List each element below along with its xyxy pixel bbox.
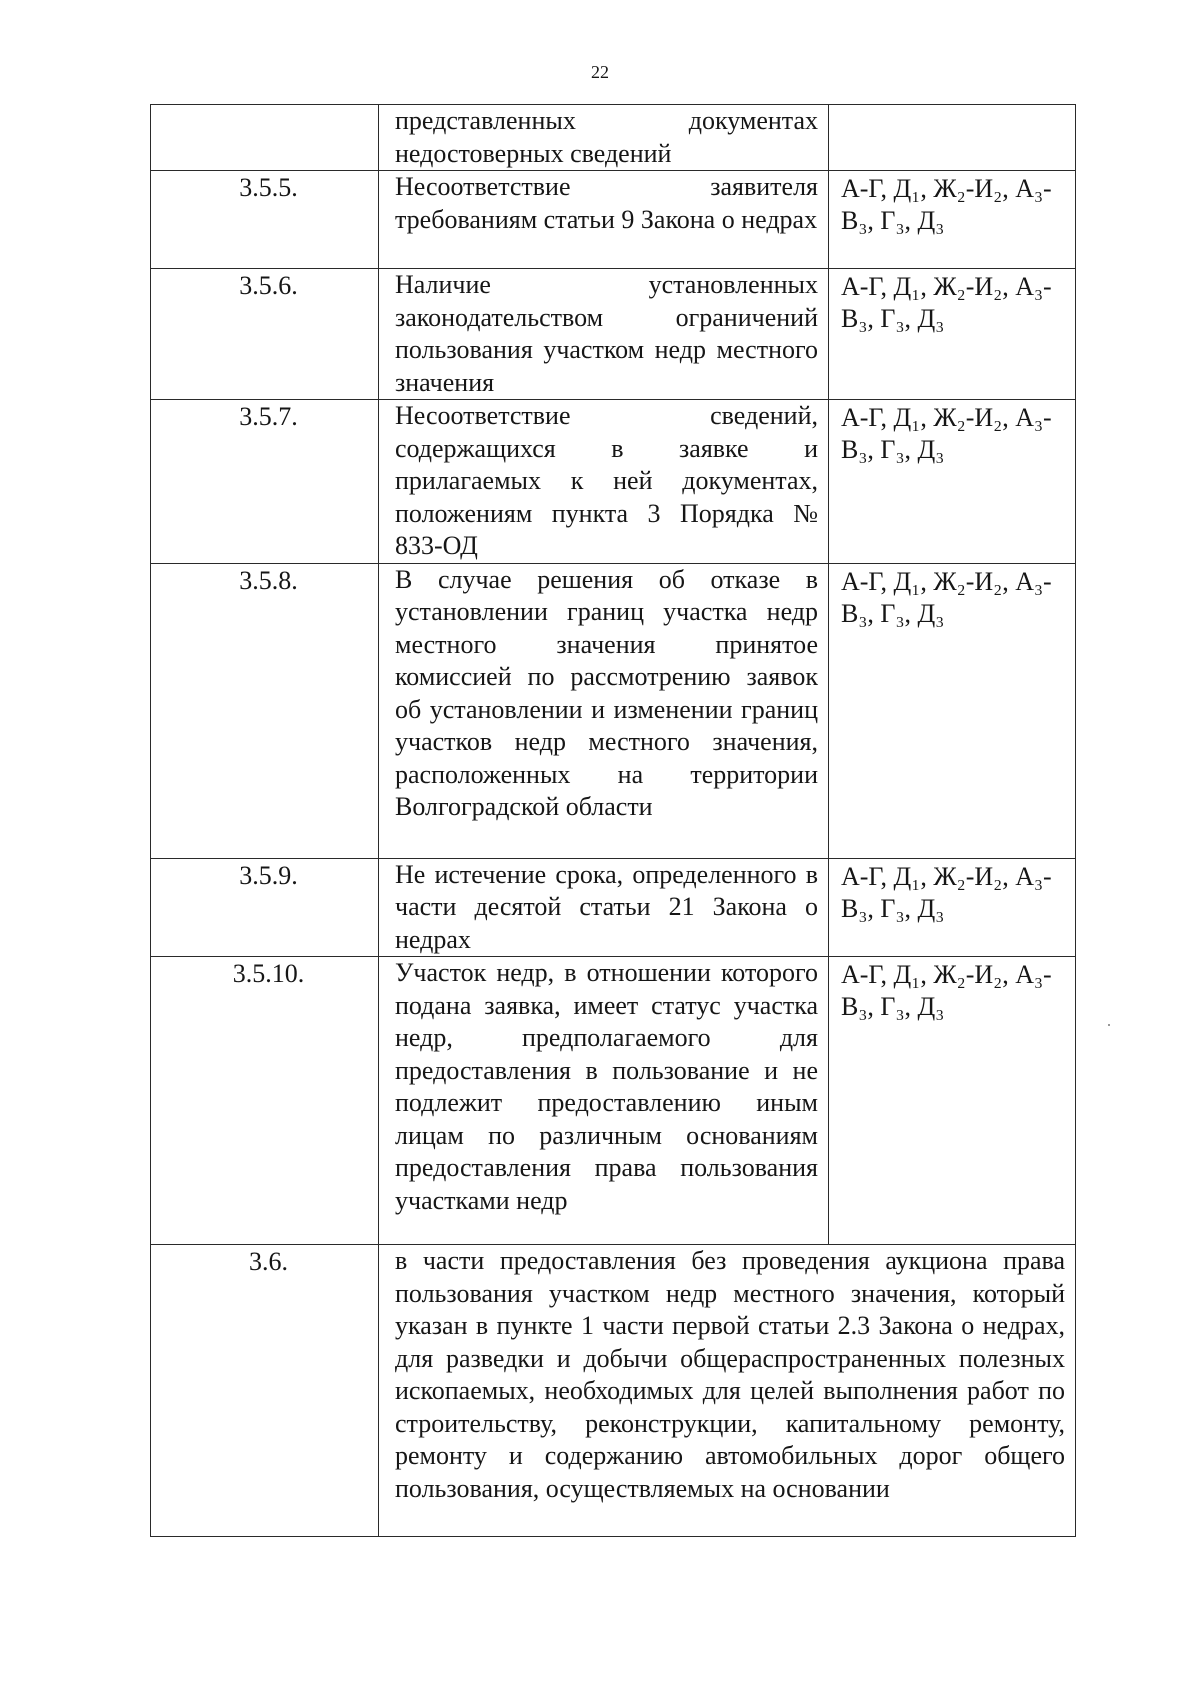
row-number: 3.5.6.: [239, 271, 298, 300]
row-result: А-Г, Д₁, Ж₂-И₂, А₃-В₃, Г₃, Д₃: [841, 272, 1052, 333]
table-row: [151, 957, 1076, 1245]
row-number-cell: [151, 269, 379, 400]
row-text-cell: [379, 269, 829, 400]
row-text-cell: [379, 858, 829, 957]
row-result-cell: [829, 269, 1076, 400]
table-row: [151, 858, 1076, 957]
row-text: Наличие установленных законодательством ограничений пользования участком недр местного значения: [395, 270, 818, 397]
row-text-cell: [379, 563, 829, 858]
scan-speck: [1108, 1024, 1110, 1026]
row-number-cell: [151, 171, 379, 269]
row-number-cell: [151, 400, 379, 564]
table-row: [151, 171, 1076, 269]
row-result-cell: [829, 400, 1076, 564]
row-text: Не истечение срока, определенного в части десятой статьи 21 Закона о недрах: [395, 859, 818, 954]
row-text-cell: [379, 957, 829, 1245]
row-text: Несоответствие заявителя требованиям статьи 9 Закона о недрах: [395, 172, 818, 234]
requirements-table: [150, 104, 1076, 1537]
table-row: [151, 269, 1076, 400]
row-number: 3.6.: [249, 1247, 288, 1276]
row-text: в части предоставления без проведения аукциона права пользования участком недр местного значения, который указан в пункте 1 части первой статьи 2.3 Закона о недрах, для разведки и добычи общераспространенных полезных ископаемых, необходимых для целей выполнения работ по строительству, реконструкции, капитальному ремонту, ремонту и содержанию автомобильных дорог общего пользования, осуществляемых на основании: [395, 1246, 1065, 1503]
row-result-cell: [829, 858, 1076, 957]
row-text: представленных документах недостоверных сведений: [395, 106, 818, 168]
row-number: 3.5.10.: [232, 959, 305, 988]
row-text-cell: [379, 400, 829, 564]
row-result-cell: [829, 171, 1076, 269]
row-result: [829, 105, 1075, 107]
row-number: 3.5.9.: [239, 860, 298, 890]
row-number: 3.5.7.: [239, 402, 298, 431]
row-number: 3.5.5.: [239, 173, 298, 202]
row-text: Участок недр, в отношении которого подана заявка, имеет статус участка недр, предполагаемого для предоставления в пользование и не подлежит предоставлению иным лицам по различным основаниям предоставления права пользования участками недр: [395, 958, 818, 1215]
row-result: А-Г, Д₁, Ж₂-И₂, А₃-В₃, Г₃, Д₃: [841, 960, 1052, 1021]
row-text: Несоответствие сведений, содержащихся в заявке и прилагаемых к ней документах, положениям пункта 3 Порядка № 833-ОД: [395, 401, 818, 560]
row-number-cell: [151, 858, 379, 957]
row-result-cell: [829, 563, 1076, 858]
row-result: А-Г, Д₁, Ж₂-И₂, А₃-В₃, Г₃, Д₃: [841, 403, 1052, 464]
row-result: А-Г, Д₁, Ж₂-И₂, А₃-В₃, Г₃, Д₃: [841, 861, 1052, 923]
row-number-cell: [151, 957, 379, 1245]
table-row-wide: [151, 1245, 1076, 1537]
row-result-cell: [829, 105, 1076, 171]
row-number: [151, 105, 378, 106]
row-result: А-Г, Д₁, Ж₂-И₂, А₃-В₃, Г₃, Д₃: [841, 174, 1052, 235]
row-result: А-Г, Д₁, Ж₂-И₂, А₃-В₃, Г₃, Д₃: [841, 566, 1052, 628]
row-number-cell: [151, 563, 379, 858]
row-number: 3.5.8.: [239, 565, 298, 595]
page-number: 22: [591, 62, 609, 82]
row-text-cell: [379, 171, 829, 269]
table-row: [151, 400, 1076, 564]
table-row: [151, 563, 1076, 858]
row-number-cell: [151, 1245, 379, 1537]
row-text-cell: [379, 1245, 1076, 1537]
row-result-cell: [829, 957, 1076, 1245]
table-row: [151, 105, 1076, 171]
row-text-cell: [379, 105, 829, 171]
row-text: В случае решения об отказе в установлении границ участка недр местного значения принятое комиссией по рассмотрению заявок об установлении и изменении границ участков недр местного значения, расположенных на территории Волгоградской области: [395, 564, 818, 821]
row-number-cell: [151, 105, 379, 171]
